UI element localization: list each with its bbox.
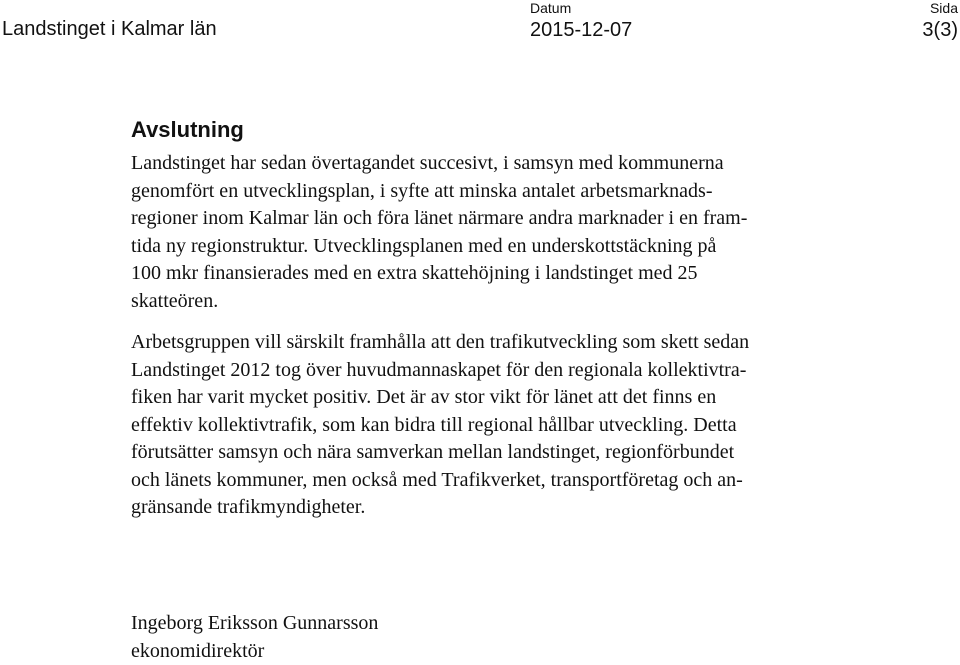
page-number: 3(3) [922,19,958,41]
signatory-title: ekonomidirektör [131,640,265,662]
page-caption: Sida [929,0,958,16]
paragraph-line: 100 mkr finansierades med en extra skattehöjning i landstinget med 25 [131,262,698,284]
paragraph-line: Arbetsgruppen vill särskilt framhålla att den trafikutveckling som skett sedan [131,331,750,353]
paragraph-line: och länets kommuner, men också med Trafikverket, transportföretag och an- [131,468,743,491]
date-value: 2015-12-07 [530,19,633,41]
section-heading: Avslutning [131,117,244,142]
page-block [922,0,958,42]
signatory-name: Ingeborg Eriksson Gunnarsson [131,612,379,634]
paragraph-line: gränsande trafikmyndigheter. [131,496,366,518]
paragraph-line: förutsätter samsyn och nära samverkan mellan landstinget, regionförbundet [131,441,735,463]
paragraph-line: skatteören. [131,289,219,312]
paragraph-line: regioner inom Kalmar län och föra länet närmare andra marknader i en fram- [131,207,748,229]
date-block [530,0,632,42]
paragraph-line: Landstinget har sedan övertagandet succesivt, i samsyn med kommunerna [131,152,724,174]
paragraph-line: genomfört en utvecklingsplan, i syfte att minska antalet arbetsmarknads- [131,179,713,202]
date-caption: Datum [530,0,572,16]
paragraph-2 [131,329,891,522]
paragraph-line: fiken har varit mycket positiv. Det är av stor vikt för länet att det finns en [131,386,717,408]
paragraph-line: effektiv kollektivtrafik, som kan bidra till regional hållbar utveckling. Detta [131,413,737,436]
paragraph-1 [131,150,891,315]
organization-name: Landstinget i Kalmar län [2,18,217,40]
paragraph-line: tida ny regionstruktur. Utvecklingsplanen med en underskottstäckning på [131,234,717,257]
signature-block [131,609,378,665]
paragraph-line: Landstinget 2012 tog över huvudmannaskapet för den regionala kollektivtra- [131,358,747,381]
